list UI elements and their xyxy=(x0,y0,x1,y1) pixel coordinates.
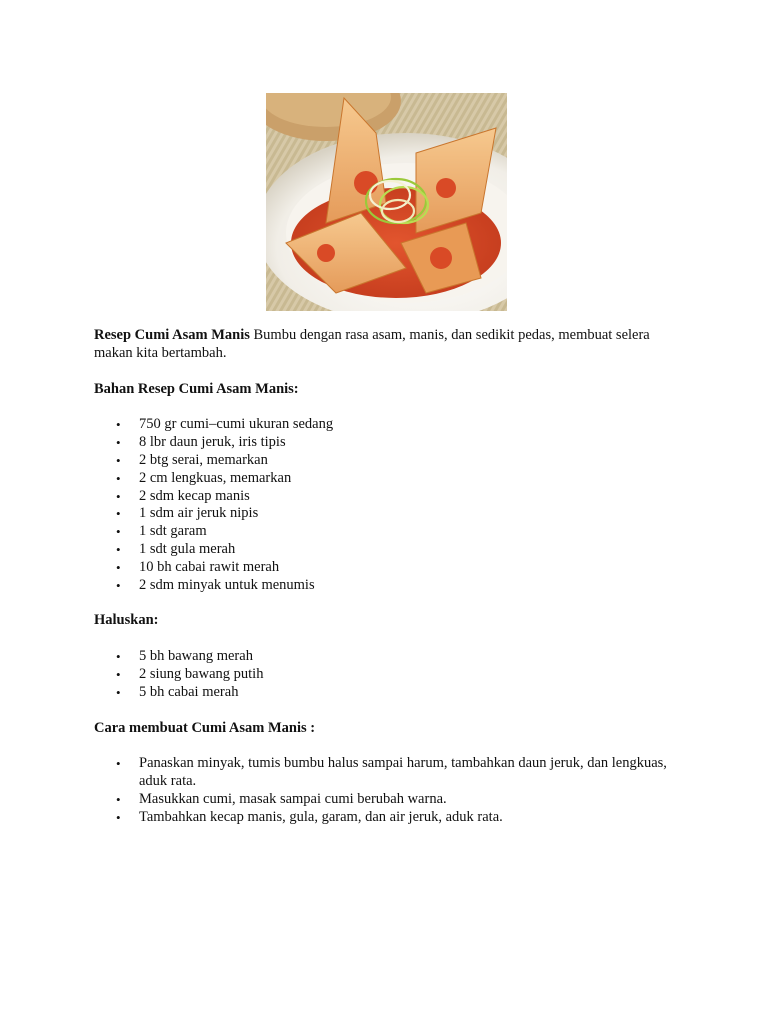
list-item-text: 5 bh cabai merah xyxy=(139,683,239,700)
recipe-title: Resep Cumi Asam Manis xyxy=(94,327,250,343)
list-item-text: 1 sdt gula merah xyxy=(139,540,236,557)
list-item-text: 1 sdt garam xyxy=(139,523,207,540)
list-item-text: 2 sdm kecap manis xyxy=(139,487,250,504)
list-item-text: 750 gr cumi–cumi ukuran sedang xyxy=(139,416,334,433)
list-item xyxy=(94,648,684,666)
list-item-text: 2 cm lengkuas, memarkan xyxy=(139,469,292,486)
list-item xyxy=(94,505,684,523)
haluskan-heading: Haluskan: xyxy=(94,612,159,629)
bullet-icon: • xyxy=(116,417,121,433)
intro-paragraph xyxy=(94,327,684,363)
bullet-icon: • xyxy=(116,666,121,682)
list-item-text: 2 siung bawang putih xyxy=(139,665,264,682)
list-item xyxy=(94,488,684,506)
list-item-text: Panaskan minyak, tumis bumbu halus sampai harum, tambahkan daun jeruk, dan lengkuas, aduk rata. xyxy=(139,755,667,790)
list-item-text: Tambahkan kecap manis, gula, garam, dan air jeruk, aduk rata. xyxy=(139,808,503,825)
bullet-icon: • xyxy=(116,524,121,540)
bullet-icon: • xyxy=(116,435,121,451)
recipe-content xyxy=(94,327,684,827)
list-item xyxy=(94,434,684,452)
list-item xyxy=(94,470,684,488)
bullet-icon: • xyxy=(116,809,121,825)
ingredients-list xyxy=(94,416,684,594)
list-item-text: 5 bh bawang merah xyxy=(139,648,253,665)
bullet-icon: • xyxy=(116,506,121,522)
bullet-icon: • xyxy=(116,488,121,504)
bullet-icon: • xyxy=(116,541,121,557)
list-item xyxy=(94,755,684,791)
bullet-icon: • xyxy=(116,452,121,468)
ingredients-heading: Bahan Resep Cumi Asam Manis: xyxy=(94,380,299,397)
list-item xyxy=(94,666,684,684)
list-item-text: 1 sdm air jeruk nipis xyxy=(139,505,259,522)
list-item xyxy=(94,684,684,702)
list-item-text: 2 sdm minyak untuk menumis xyxy=(139,576,315,593)
list-item xyxy=(94,559,684,577)
list-item xyxy=(94,541,684,559)
method-heading: Cara membuat Cumi Asam Manis : xyxy=(94,719,316,736)
list-item-text: 10 bh cabai rawit merah xyxy=(139,558,280,575)
list-item xyxy=(94,452,684,470)
list-item xyxy=(94,577,684,595)
haluskan-list xyxy=(94,648,684,701)
list-item-text: Masukkan cumi, masak sampai cumi berubah warna. xyxy=(139,790,447,807)
list-item xyxy=(94,809,684,827)
bullet-icon: • xyxy=(116,649,121,665)
list-item-text: 2 btg serai, memarkan xyxy=(139,451,268,468)
method-list xyxy=(94,755,684,826)
squid-dish-illustration xyxy=(266,93,507,311)
bullet-icon: • xyxy=(116,559,121,575)
bullet-icon: • xyxy=(116,756,121,772)
intro-text: Bumbu dengan rasa asam, manis, dan sedikit pedas, membuat selera makan kita bertambah. xyxy=(94,327,650,361)
list-item xyxy=(94,523,684,541)
bullet-icon: • xyxy=(116,684,121,700)
list-item xyxy=(94,416,684,434)
list-item xyxy=(94,791,684,809)
dish-photo xyxy=(266,93,507,311)
bullet-icon: • xyxy=(116,791,121,807)
bullet-icon: • xyxy=(116,470,121,486)
bullet-icon: • xyxy=(116,577,121,593)
list-item-text: 8 lbr daun jeruk, iris tipis xyxy=(139,434,286,451)
